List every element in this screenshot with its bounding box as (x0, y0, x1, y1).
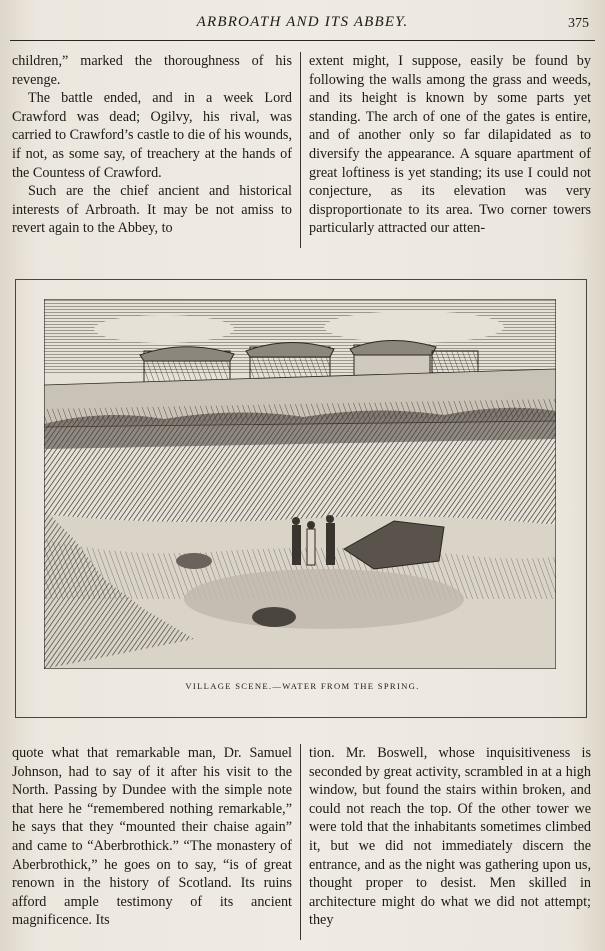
running-title: ARBROATH AND ITS ABBEY. (196, 14, 409, 30)
page-number: 375 (568, 16, 589, 31)
paragraph: The battle ended, and in a week Lord Crawford was dead; Ogilvy, his rival, was carried to Crawford’s castle to die of his wounds, if not, as some say, of treachery at the hands of the Countess of Crawford. (12, 90, 292, 181)
text-column-top-left (12, 52, 292, 238)
page-header (0, 14, 605, 40)
column-divider (300, 744, 301, 940)
paragraph: Such are the chief ancient and historical interests of Arbroath. It may be not amiss to revert again to the Abbey, to (12, 183, 292, 237)
paragraph: children,” marked the thoroughness of his revenge. (12, 53, 292, 88)
text-column-bottom-right (309, 744, 591, 930)
text-column-top-right (309, 52, 591, 238)
paragraph: extent might, I suppose, easily be found by following the walls among the grass and weeds, and its height is known by some parts yet standing. The arch of one of the gates is entire, and of another only so far dilapidated as to diversify the appearance. A square apartment of great loftiness is yet standing; its use I could not conjecture, as its elevation was very disproportionate to its area. Two corner towers particularly attracted our atten- (309, 53, 591, 237)
header-rule (10, 40, 595, 41)
village-scene-engraving (44, 299, 556, 669)
paragraph: quote what that remarkable man, Dr. Samuel Johnson, had to say of it after his visit to the North. Passing by Dundee with the simple note that here he “remembered nothing remarkable,” he says that they “mounted their chaise again” and came to “Aberbrothick.” “The monastery of Aberbrothick,” he goes on to say, “is of great renown in the history of Scotland. Its ruins afford ample testimony of its ancient magnificence. Its (12, 745, 292, 929)
column-divider (300, 52, 301, 248)
paragraph: tion. Mr. Boswell, whose inquisitiveness is seconded by great activity, scrambled in at a high window, but found the stairs within broken, and could not reach the top. Of the other tower we were told that the inhabitants sometimes climbed it, but we did not immediately discern the entrance, and as the night was gathering upon us, thought proper to desist. Men skilled in architecture might do what we did not attempt; they (309, 745, 591, 929)
figure-caption: VILLAGE SCENE.—WATER FROM THE SPRING. (185, 681, 420, 691)
text-column-bottom-left (12, 744, 292, 930)
